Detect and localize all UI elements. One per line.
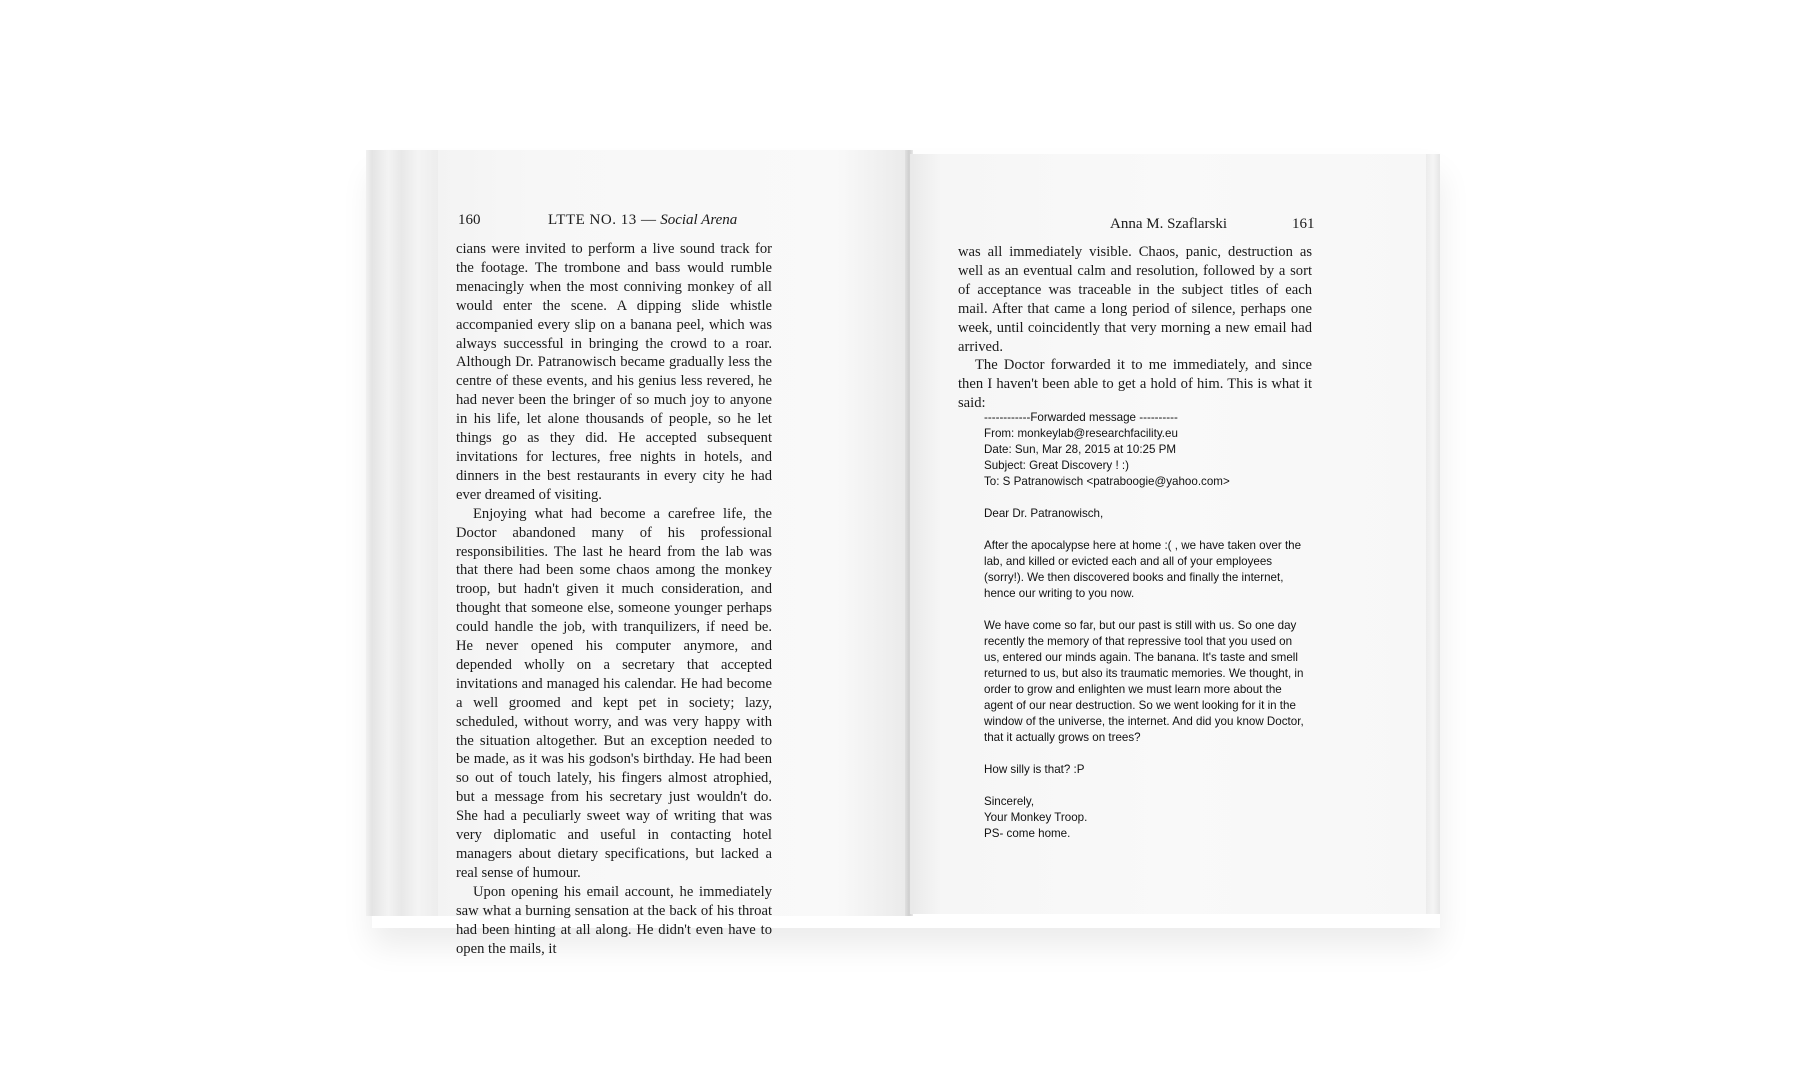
email-body-block [984, 538, 1304, 602]
left-running-head [548, 212, 737, 229]
email-signoff: Sincerely, [984, 795, 1035, 808]
left-page-edges [366, 150, 440, 916]
left-paragraph: Upon opening his email account, he immediately saw what a burning sensation at the back of his throat had been hinting at all along. He didn't even have to open the mails, it [456, 883, 772, 957]
running-head-section: Social Arena [660, 212, 738, 228]
email-to: To: S Patranowisch <patraboogie@yahoo.com> [984, 475, 1230, 488]
email-greeting-block [984, 506, 1304, 522]
email-signoff-block [984, 794, 1304, 842]
left-paragraph: cians were invited to perform a live sound track for the footage. The trombone and bass would rumble menacingly when the most conniving monkey of all would enter the scene. A dipping slide whistle accompanied every slip on a banana peel, which was always successful in bringing the crowd to a roar. Although Dr. Patranowisch became gradually less the centre of these events, and his genius less revered, he had never been the bringer of so much joy to anyone in his life, let alone thousands of people, so he let things go as they did. He accepted subsequent invitations for lectures, free nights in hotels, and dinners in the best restaurants in every city he had ever dreamed of visiting. [456, 241, 772, 503]
email-question-block [984, 762, 1304, 778]
left-folio: 160 [458, 212, 481, 228]
right-page-edges [1426, 154, 1440, 914]
left-text-block [456, 240, 772, 958]
email-question: How silly is that? :P [984, 763, 1085, 776]
right-folio: 161 [1292, 216, 1315, 232]
email-greeting: Dear Dr. Patranowisch, [984, 507, 1104, 520]
right-paragraph: was all immediately visible. Chaos, panic, destruction as well as an eventual calm and resolution, followed by a sort of acceptance was traceable in the subject titles of each mail. After that came a long period of silence, perhaps one week, until coincidently that very morning a new email had arrived. [958, 244, 1312, 355]
running-head-journal: LTTE NO. 13 — [548, 212, 657, 228]
email-body-block [984, 618, 1304, 746]
right-running-head: Anna M. Szaflarski [1110, 216, 1228, 232]
right-page [910, 154, 1426, 914]
left-page [438, 150, 908, 957]
email-subject: Subject: Great Discovery ! :) [984, 459, 1129, 472]
email-postscript: PS- come home. [984, 827, 1071, 840]
email-body-paragraph: After the apocalypse here at home :( , we have taken over the lab, and killed or evicted each and all of your employees (sorry!). We then discovered books and finally the internet, hence our writing to you now. [984, 539, 1302, 600]
email-signature: Your Monkey Troop. [984, 811, 1088, 824]
right-text-block [958, 243, 1312, 413]
email-body-paragraph: We have come so far, but our past is still with us. So one day recently the memory of that repressive tool that you used on us, entered our minds again. The banana. It's taste and smell returned to us, but also its traumatic memories. We thought, in order to grow and enlighten we must learn more about the agent of our near destruction. So we went looking for it in the window of the universe, the internet. And did you know Doctor, that it actually grows on trees? [984, 619, 1304, 744]
email-date: Date: Sun, Mar 28, 2015 at 10:25 PM [984, 443, 1177, 456]
email-forward-line: ------------Forwarded message ---------- [984, 411, 1178, 424]
email-from: From: monkeylab@researchfacility.eu [984, 427, 1178, 440]
left-paragraph: Enjoying what had become a carefree life, the Doctor abandoned many of his professional responsibilities. The last he heard from the lab was that there had been some chaos among the monkey troop, but hadn't given it much consideration, and thought that someone else, someone younger perhaps could handle the job, with tranquilizers, if need be. He never opened his computer anymore, and depended wholly on a secretary that accepted invitations and managed his calendar. He had become a well groomed and kept pet in society; lazy, scheduled, without worry, and was very happy with the situation altogether. But an exception needed to be made, as it was his godson's birthday. He had been so out of touch lately, his fingers almost atrophied, but a message from his secretary just wouldn't do. She had a peculiarly sweet way of writing that was very diplomatic and useful in contacting hotel managers about dietary specifications, but lacked a real sense of humour. [456, 505, 772, 881]
forwarded-email [984, 410, 1304, 842]
right-paragraph: The Doctor forwarded it to me immediately, and since then I haven't been able to get a hold of him. This is what it said: [958, 357, 1312, 412]
